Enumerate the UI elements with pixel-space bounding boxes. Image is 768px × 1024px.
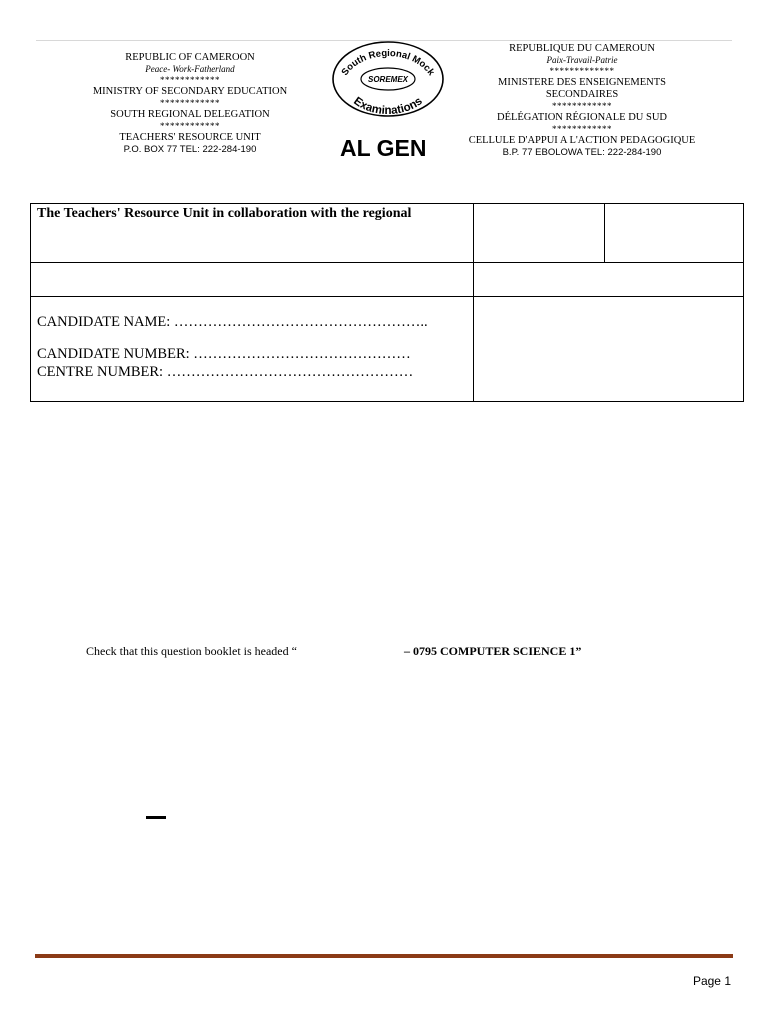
empty-cell xyxy=(474,263,744,297)
centre-number-field[interactable]: CENTRE NUMBER: …………………………………………… xyxy=(37,364,414,381)
header-left xyxy=(80,52,300,155)
address-en: P.O. BOX 77 TEL: 222-284-190 xyxy=(123,143,257,155)
empty-cell xyxy=(474,204,605,263)
motto-en: Peace- Work-Fatherland xyxy=(145,64,235,75)
svg-text:SOREMEX: SOREMEX xyxy=(367,75,409,84)
empty-cell xyxy=(474,297,744,402)
intro-text: The Teachers' Resource Unit in collaboration with the regional xyxy=(31,204,474,263)
separator-stars: ************ xyxy=(552,124,612,135)
header-right xyxy=(462,43,702,159)
svg-text:South Regional Mock: South Regional Mock xyxy=(339,47,437,78)
separator-stars: ************ xyxy=(160,74,220,85)
footer-rule xyxy=(35,954,733,958)
dash-mark xyxy=(146,816,166,819)
separator-stars: ************* xyxy=(549,65,615,76)
separator-stars: ************ xyxy=(160,120,220,131)
exam-level-title: AL GEN xyxy=(340,135,427,161)
candidate-number-field[interactable]: CANDIDATE NUMBER: ……………………………………… xyxy=(37,346,411,363)
country-fr: REPUBLIQUE DU CAMEROUN xyxy=(509,43,655,54)
check-prefix: Check that this question booklet is headed “ xyxy=(86,644,297,658)
candidate-info-table xyxy=(30,203,744,402)
page-number: Page 1 xyxy=(692,974,731,988)
soremex-seal-logo xyxy=(330,40,446,118)
unit-en: TEACHERS' RESOURCE UNIT xyxy=(119,131,261,143)
empty-cell xyxy=(31,263,474,297)
motto-fr: Paix-Travail-Patrie xyxy=(546,55,618,66)
delegation-en: SOUTH REGIONAL DELEGATION xyxy=(110,108,270,120)
check-instruction xyxy=(86,644,646,659)
paper-title: – 0795 COMPUTER SCIENCE 1” xyxy=(404,644,582,658)
delegation-fr: DÉLÉGATION RÉGIONALE DU SUD xyxy=(496,111,668,123)
separator-stars: ************ xyxy=(160,97,220,108)
empty-cell xyxy=(605,204,744,263)
svg-text:Examinations: Examinations xyxy=(351,95,425,118)
country-en: REPUBLIC OF CAMEROON xyxy=(125,52,255,63)
address-fr: B.P. 77 EBOLOWA TEL: 222-284-190 xyxy=(502,147,662,159)
ministry-en: MINISTRY OF SECONDARY EDUCATION xyxy=(92,85,288,97)
candidate-name-field[interactable]: CANDIDATE NAME: …………………………………………….. xyxy=(37,314,428,330)
candidate-details xyxy=(31,297,474,402)
ministry-fr: MINISTERE DES ENSEIGNEMENTS SECONDAIRES xyxy=(498,76,666,100)
separator-stars: ************ xyxy=(552,101,612,112)
unit-fr: CELLULE D'APPUI A L'ACTION PEDAGOGIQUE xyxy=(468,134,696,146)
